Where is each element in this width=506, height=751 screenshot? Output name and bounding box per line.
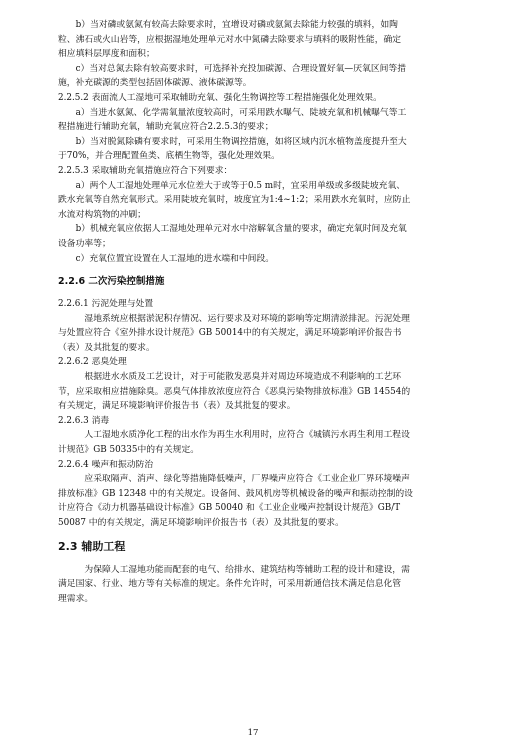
para-line: a）两个人工湿地处理单元水位差大于或等于0.5 m时，宜采用单级或多级陡坡充氧、 — [75, 180, 406, 191]
para-line: 根据进水水质及工艺设计，对于可能散发恶臭并对周边环境造成不利影响的工艺环 — [84, 372, 402, 383]
para-line: 为保障人工湿地功能而配套的电气、给排水、建筑结构等辅助工程的设计和建设，需 — [84, 564, 410, 575]
para-line: b）当对脱氮除磷有要求时，可采用生物调控措施，如将区域内沉水植物盖度提升至大 — [75, 136, 407, 147]
para-line: a）当进水氨氮、化学需氧量浓度较高时，可采用跌水曝气、陡坡充氧和机械曝气等工 — [75, 107, 407, 118]
para-line: 有关规定，满足环境影响评价报告书（表）及其批复的要求。 — [58, 401, 296, 412]
clause-heading: 2.2.6.1 污泥处理与处置 — [58, 299, 154, 310]
para-line: 应采取隔声、消声、绿化等措施降低噪声，厂界噪声应符合《工业企业厂界环境噪声 — [84, 474, 410, 485]
para-line: 排放标准》GB 12348 中的有关规定。设备间、鼓风机房等机械设备的噪声和振动控制的设 — [58, 488, 413, 499]
para-line: 程措施进行辅助充氧，辅助充氧应符合2.2.5.3的要求； — [58, 122, 274, 133]
para-line: 与处置应符合《室外排水设计规范》GB 50014中的有关规定，满足环境影响评价报告书 — [58, 328, 402, 339]
para-line: 设备功率等； — [58, 238, 111, 249]
section-heading-2-3: 2.3 辅助工程 — [58, 539, 126, 553]
clause-heading: 2.2.6.2 恶臭处理 — [58, 357, 127, 368]
page-content — [58, 18, 462, 606]
para-line: 相应填料层厚度和面积； — [58, 49, 155, 60]
para-line: b）当对磷或氨氮有较高去除要求时，宜增设对磷或氨氮去除能力较强的填料，如陶 — [75, 20, 398, 30]
page-number: 17 — [247, 728, 259, 738]
para-line: c）当对总氮去除有较高要求时，可选择补充投加碳源、合理设置好氧—厌氧区间等措 — [75, 63, 407, 74]
para-line: 粒、沸石或火山岩等，应根据湿地处理单元对水中氮磷去除要求与填料的吸附性能，确定 — [58, 34, 402, 45]
clause-heading: 2.2.6.3 消毒 — [58, 415, 110, 426]
para-line: 计规范》GB 50335中的有关规定。 — [58, 445, 200, 456]
para-line: b）机械充氧应依据人工湿地处理单元对水中溶解氧含量的要求，确定充氧时间及充氧 — [75, 224, 407, 235]
clause-heading: 2.2.6.4 噪声和振动防治 — [58, 459, 154, 470]
para-line: （表）及其批复的要求。 — [58, 342, 155, 353]
para-line: 计应符合《动力机器基础设计标准》GB 50040 和《工业企业噪声控制设计规范》GB/T — [58, 503, 401, 514]
para-line: 于70%，并合理配置鱼类、底栖生物等，强化处理效果。 — [58, 151, 280, 162]
clause-heading: 2.2.5.3 采取辅助充氧措施应符合下列要求： — [58, 165, 233, 176]
para-line: 湿地系统应根据淤泥积存情况、运行要求及对环境的影响等定期清淤排泥。污泥处理 — [84, 313, 410, 324]
para-line: 满足国家、行业、地方等有关标准的规定。条件允许时，可采用新通信技术满足信息化管 — [58, 579, 402, 590]
para-line: 水流对构筑物的冲刷； — [58, 209, 146, 220]
para-line: 50087 中的有关规定，满足环境影响评价报告书（表）及其批复的要求。 — [58, 518, 344, 528]
para-line: 人工湿地水质净化工程的出水作为再生水利用时，应符合《城镇污水再生利用工程设 — [84, 430, 410, 441]
para-line: 跌水充氧等自然充氧形式。采用陡坡充氧时，坡度宜为1:4~1:2；采用跌水充氧时，应防止 — [58, 195, 411, 206]
para-line: 施，补充碳源的类型包括固体碳源、液体碳源等。 — [58, 78, 252, 89]
para-line: 节，应采取相应措施除臭。恶臭气体排放浓度应符合《恶臭污染物排放标准》GB 14554的 — [58, 386, 411, 397]
clause-heading: 2.2.5.2 表面流人工湿地可采取辅助充氧、强化生物调控等工程措施强化处理效果。 — [58, 92, 382, 103]
para-line: 理需求。 — [58, 593, 94, 604]
para-line: c）充氧位置宜设置在人工湿地的进水端和中间段。 — [75, 253, 275, 264]
section-heading-2-2-6: 2.2.6 二次污染控制措施 — [58, 276, 165, 288]
